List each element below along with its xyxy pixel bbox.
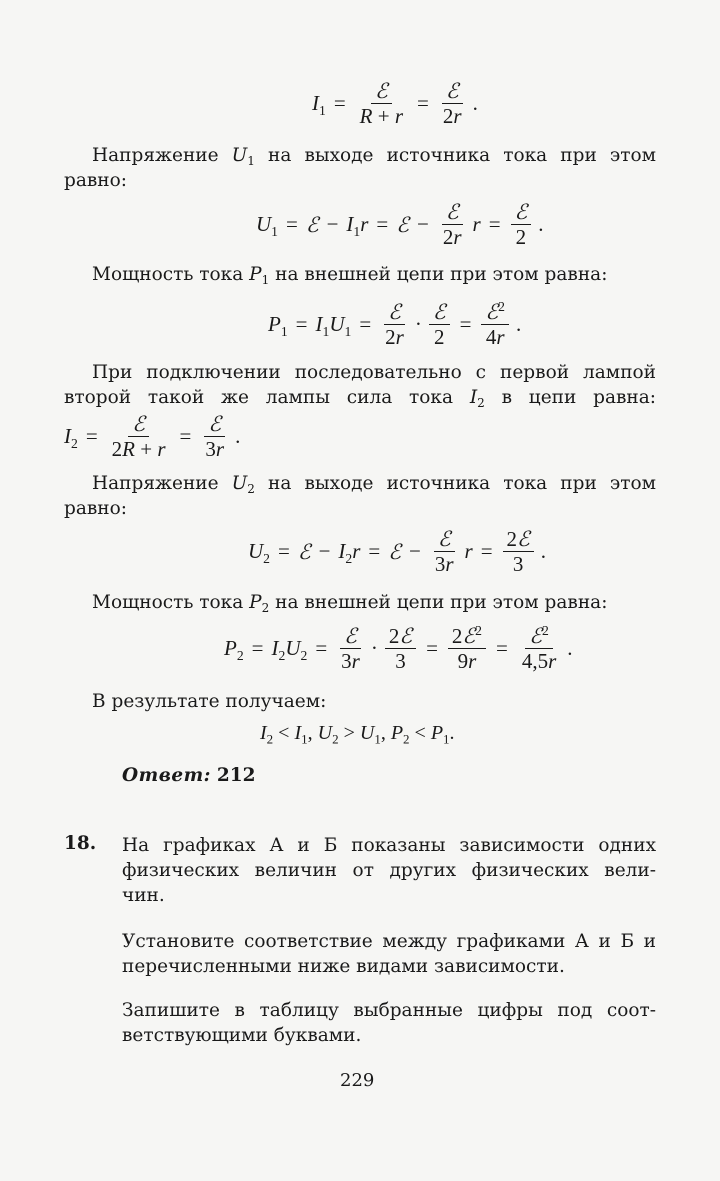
task-paragraph-1: На графиках А и Б показаны зависимости одних физических величин от других физических вели- чин. <box>122 835 656 906</box>
paragraph-voltage-u1: Напряжение $U_1$ на выходе источника тока при этом равно: <box>64 145 656 191</box>
formula-i1: $I_1$ = $\frac{\text{ℰ}}{R + r}$ = $\frac{\text{ℰ}}{2r}$ . <box>312 79 478 128</box>
answer-value: 212 <box>216 765 256 786</box>
formula-p2: $P_2$ = $I_2U_2$ = $\frac{\text{ℰ}}{3r}$ · $\frac{\text{2ℰ}}{3}$ = $\frac{2ℰ^2}{9r}$ = $\frac{ℰ^2}{4,5r}$ . <box>224 622 573 673</box>
formula-u2: $U_2$ = ℰ − $I_2r$ = ℰ − $\frac{\text{ℰ}}{3r}$ r = $\frac{\text{2ℰ}}{3}$ . <box>248 527 547 576</box>
paragraph-power-p2: Мощность тока $P_2$ на внешней цепи при этом равна: <box>92 592 608 616</box>
answer-label: Ответ: <box>122 765 212 786</box>
paragraph-voltage-u2: Напряжение $U_2$ на выходе источника тока при этом равно: <box>64 473 656 519</box>
task-number: 18. <box>64 833 97 854</box>
page-number: 229 <box>340 1070 375 1091</box>
formula-i2: $I_2$ = $\frac{\text{ℰ}}{2R + r}$ = $\frac{\text{ℰ}}{3r}$ . <box>64 412 241 461</box>
formula-p1: $P_1$ = $I_1U_1$ = $\frac{\text{ℰ}}{2r}$ · $\frac{\text{ℰ}}{2}$ = $\frac{ℰ^2}{4r}$ . <box>268 298 522 349</box>
paragraph-power-p1: Мощность тока $P_1$ на внешней цепи при этом равна: <box>92 264 608 288</box>
task-paragraph-3: Запишите в таблицу выбранные цифры под соот- ветствующими буквами. <box>122 1000 656 1046</box>
paragraph-current-i2: При подключении последовательно с первой лампой второй такой же лампы сила тока $I_2$ в цепи равна: <box>64 362 656 411</box>
formula-result: $I_2 < I_1$, $U_2 > U_1$, $P_2 < P_1$. <box>260 722 455 747</box>
task-paragraph-2: Установите соответствие между графиками А и Б и перечисленными ниже видами зависимости. <box>122 931 656 977</box>
answer <box>122 764 256 788</box>
formula-u1: $U_1$ = ℰ − $I_1r$ = ℰ − $\frac{\text{ℰ}}{2r}$ r = $\frac{\text{ℰ}}{2}$ . <box>256 200 544 249</box>
paragraph-result-intro: В результате получаем: <box>92 691 327 712</box>
